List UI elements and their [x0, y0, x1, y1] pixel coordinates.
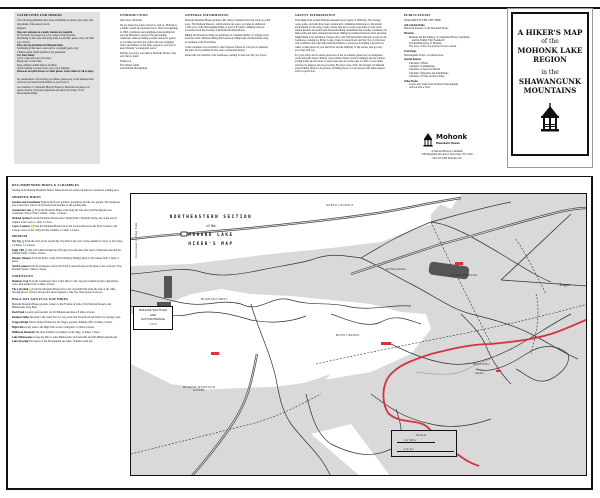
logo-name: Mohonk: [436, 133, 468, 141]
section-heading: SHORTER HIKES: [12, 194, 41, 199]
shuttle-legend-box: [133, 306, 173, 330]
hike-entry: [12, 340, 124, 343]
hike-entry: [12, 265, 124, 272]
hike-entry: [12, 240, 124, 247]
general-info-paragraph: Biking and horseback riding are permitted on a limited number of carriage roads and none trails. Detailed biking and horseback riding maps and information may be obtained at the Front Desk.: [185, 34, 269, 44]
guideline-item: No alcoholic beverages are to be carried on the grounds.: [17, 34, 76, 38]
guideline-item: Swimming in the lake is reserved for overnight guests only.: [17, 47, 79, 51]
guidelines-panel: [14, 12, 100, 164]
hike-name: Trapps Bridge: [12, 320, 29, 324]
hike-entry: [12, 326, 124, 329]
safety-info-paragraph: For your safety and to ensure protection of the woodlands, please stay on designated roads and paths. Keep children close at hand. Please watch for hunters and use caution at high points and be aware of steep areas that are on the edge of cliffs or rock debris and may be slippery and loose footing. Be sure to note cliffs. We strongly recommend proper hiking attire for all persons, including shoes or boots that provide ankle support and foot protection.: [295, 53, 385, 74]
cover-line: MOHONK LAKE: [517, 46, 583, 55]
hike-text: This trail winds through the cliff edge above the lake with views of Mohonk Lake and the Wallkill Valley. 2 miles, 2 hours.: [12, 248, 121, 255]
map-label-mountain-rest: MOUNTAIN REST: [201, 298, 228, 301]
hike-name: Gardens and Greenhouse: [12, 200, 41, 204]
hike-text: From the Mountain House follow the Lookout Road past the Rock Garden to the lookout, views of the valley and the Catskills. 1/2 mile, 1/2 hour.: [12, 225, 118, 232]
publication-group: [404, 32, 490, 48]
hike-entry: [12, 225, 124, 232]
cover-line: MOUNTAINS: [523, 86, 577, 95]
guidelines-footer: In consideration of protecting good hikes, please stay on the marked trails and leave the natural environment as you found it.: [17, 77, 94, 84]
hike-entry: [12, 249, 124, 256]
publication-group: [404, 24, 490, 31]
hike-entry: [12, 331, 124, 334]
guideline-item: Dogs are welcome on a leash; leashes are required.: [17, 30, 73, 34]
publication-group: [404, 58, 490, 78]
publication-item: A Book with a View: [409, 86, 431, 90]
legend-line: AUTO ENTRANCE: [141, 317, 165, 321]
scale-title: SCALE: [416, 434, 427, 437]
guideline-item: For Your Safety:: [17, 53, 36, 57]
hike-text: A scenic pond reached via Old Minnewaska Road. 8 miles, 4 hours.: [24, 311, 96, 315]
map-title-line: MOHONK LAKE: [188, 232, 234, 237]
hike-text: The largest of the Shawangunk sky lakes, 16 miles round trip.: [28, 340, 94, 344]
hike-entry: [12, 201, 124, 208]
guideline-item: Fires are not permitted on Mohonk lands.: [17, 43, 64, 47]
hike-text: Mohonk Mountain House grounds connect to the 85 miles of trails of the Mohonk Preserve and Minnewaska State Park.: [12, 302, 112, 310]
guideline-item: Climbers must obtain permits at the gatehouse.: [17, 50, 66, 54]
guidelines-list: [17, 27, 97, 73]
introduction-welcome: Welcome to Mohonk.: [120, 19, 143, 23]
hike-name: North Lookout: [12, 264, 29, 268]
publications-address: [404, 150, 490, 160]
scale-bar-km: [397, 451, 454, 452]
hikes-title: RECOMMENDED HIKES & SCRAMBLES: [12, 183, 80, 187]
map-label-gatehouse: GATEHOUSE: [386, 268, 406, 271]
publication-item: Checklist of Ferns and Fern Allies: [409, 74, 445, 78]
publication-item: and the Family That Founded It: [412, 38, 445, 42]
map-title: [146, 212, 276, 248]
hike-name: Eagle Cliff: [12, 248, 24, 252]
hike-text: From the Gatehouse follow the North Lookout Road past the pines to the overlook of the Rondout Valley. 3 miles, 2 hours.: [12, 264, 122, 272]
introduction-body: We are pleased you have chosen to visit us. Mohonk is a family owned and operated resort. Since its beginning in 1869, continuous and enlightened stewardship has allowed Mohonk to preserve the surrounding wilderness while providing a restful retreat for guests, as you hike our trails and walk in the ever-changing views and stillness of the lands, please do your part to keep Mohonk "an unspoiled resort.": [120, 24, 178, 51]
introduction-column: [120, 14, 178, 70]
hike-name: Mohonk Spring: [12, 217, 30, 221]
guideline-item: Avoid walking on steep rocks; wet rock is slippery.: [17, 67, 71, 71]
guideline-item: Register.: [17, 27, 27, 31]
hike-text: Follow Undercliff Road to the Trapps, popular climbing cliffs. 10 miles, 5 hours.: [28, 320, 113, 324]
hike-entry: [12, 336, 124, 339]
hike-name: Lake Awosting: [12, 340, 29, 344]
safety-info-title: SAFETY INFORMATION: [295, 13, 336, 17]
general-info-title: GENERAL INFORMATION: [185, 13, 229, 17]
introduction-signoff: and Mohonk Management: [120, 66, 148, 70]
publication-item: Leaves and Trails from Northern Shawangunks: [409, 82, 459, 86]
guideline-item: Picnicking on the rocks and along trails is welcome; please carry out what you carry in.: [17, 37, 94, 44]
guidelines-footer: As a member of a National Historic Preserve, Mohonk welcomes you; please observe all posted regulations and enjoy the beauty of the Shawangunk Ridge.: [17, 85, 90, 96]
introduction-signoff: The Smiley family: [120, 63, 140, 67]
hike-name: The Labyrinth: [12, 287, 29, 291]
hike-text: From the Picnic Lodge follow Humpty Dumpty Road to the boulder field. 2 miles, 2 hours.: [12, 256, 120, 264]
map-label-hotel: MOHONK MOUNTAIN HOUSE: [182, 386, 216, 392]
hike-entry: [12, 321, 124, 324]
hike-name: Lake Minnewaska: [12, 335, 33, 339]
hike-name: High Falls: [12, 325, 24, 329]
publication-item: Checklist of Birds: [409, 61, 428, 65]
publication-group-heading: Self-Guided Walks: [404, 24, 425, 28]
hike-text: A long walk to the High Falls on the Coxing Kill. 12 miles, 6 hours.: [23, 325, 95, 329]
scale-km-label: 1/2 km: [404, 448, 415, 451]
publication-group: [404, 80, 490, 90]
publication-item: Historical Features of the Mountain House: [404, 27, 449, 31]
general-info-column: [185, 14, 271, 59]
logo-sub: Mountain House: [436, 142, 460, 145]
hike-text: From the Mountain House walk along the lake shore and through the rock formations. Views of the Catskills. 1 mile, 1-2 hours.: [12, 209, 112, 216]
map-label-mossy-brook: MOSSY BROOK: [336, 334, 360, 337]
publication-group-heading: Histories: [404, 32, 414, 36]
map-label-guest-parking: GUEST PARKING: [451, 274, 478, 277]
hike-text: From the Mountain House follow the Labyrinth Path along the base of the cliffs, through narrow crevices and up the Lemon Squeeze to Sky Top. Wear proper footwear.: [12, 287, 116, 295]
guideline-item: Keep children within sight at all times.: [17, 63, 58, 67]
publication-group: [404, 50, 490, 57]
gazebo-icon: [539, 103, 561, 133]
guidelines-title: GUIDELINES FOR HIKERS: [17, 13, 62, 17]
cover-line: SHAWANGUNK: [518, 77, 582, 86]
publication-item: Checklist of Reptiles and Amphibians: [409, 71, 449, 75]
hikes-intro: Starting from Mohonk Mountain House. Times shown are round trip times at a moderate walking pace.: [12, 189, 120, 193]
introduction-signoff: Thank you,: [120, 60, 132, 64]
publication-item: Checklist of Amphibians: [409, 64, 435, 68]
cover-line: A HIKER'S MAP: [517, 28, 583, 37]
guideline-item: Please do not pick flowers or other plants. Leave them for all to enjoy.: [17, 70, 95, 74]
cover-line: REGION: [533, 55, 567, 64]
map-label-crag: CRAG: [475, 372, 485, 375]
publication-item: Shawangunks Trails, a Compass Rose: [404, 53, 444, 57]
hike-text: Descend to the valley floor by way of the Old Stone Road and return via carriage roads.: [29, 315, 121, 319]
hike-name: Bonticou Crag: [12, 279, 29, 283]
map-scale: [391, 430, 457, 457]
mohonk-logo: [418, 133, 488, 147]
guideline-item: Please stay on the trails.: [17, 60, 42, 64]
hike-text: Explore the flower gardens, greenhouse and the rose garden. The Gatehouse area is near the Council, and viewing from benches on the garden paths.: [12, 200, 120, 208]
safety-info-paragraph: The hiking trails around Mohonk represent every degree of difficulty. The carriage roads, paths, and trails have been constructed to minimize disturbance to the natural environment. In choosing a route, please take into account your skills as well as the natural hazards associated with mountain hiking. Remember that weather conditions can make paths and trails extremely hazardous. Hiking is permitted between dawn and dusk. Night hiking is not permitted. Please refer to the Trail Information Boards, located at the Gatehouse, parking lot, Picnic Lodge, Upper Lookout Road, and Sky Top, for the most trail conditions and other important information to assist you in making a decision on where to hike based on your skill level and the difficulty of the terrain. Always carry your map with you.: [295, 19, 387, 52]
section-heading: HALF DAY AND FULL DAY HIKES: [12, 296, 69, 301]
general-info-paragraph: Mohonk Mountain House grounds offer miles of marked trails and roads on 2,200 acres. The Mohonk Preserve, which adjoins the resort, provides an additional 7,500 acres of the Shawangunk Ridge. A total of 85 miles of hiking trails are accessible from the doorstep of Mohonk Mountain House.: [185, 19, 271, 33]
hike-name: Cope's Lookout: [12, 225, 30, 229]
map-label-trapps: Trapps: [559, 282, 570, 287]
hike-entry: [12, 288, 124, 295]
hike-entry: [12, 311, 124, 314]
map-label-bonticou: BONTICOU: [473, 363, 490, 366]
scale-mile-label: 1/2 Mile: [404, 439, 417, 442]
legend-line: MOHONK SHUTTLES: [139, 308, 167, 312]
safety-info-column: [295, 14, 387, 75]
introduction-title: INTRODUCTION: [120, 13, 148, 17]
map-label-north-lookout: NORTH LOOKOUT: [326, 204, 354, 207]
legend-line: AND: [150, 313, 156, 317]
map-title-line: of the: [206, 223, 216, 228]
hike-text: The most dramatic escarpment on the ridge. 14 miles, 7 hours.: [35, 330, 101, 334]
hike-entry: [12, 280, 124, 287]
hike-text: From the Gatehouse follow Cedar Drive to the crag and scramble up the conglomerate rocks. Red marked trail. 5 miles, 3 hours.: [12, 279, 119, 287]
map-title-line: NORTHEASTERN SECTION: [169, 214, 253, 219]
hike-entry: [12, 316, 124, 319]
hike-entry: [12, 209, 124, 216]
hike-text: From the front porch, ascend Sky Top Path to the tower on the summit for views of five states. 1.4 miles, 1-1/2 hours.: [12, 240, 123, 247]
hike-name: Millbrook Mountain: [12, 330, 35, 334]
hike-name: Rock Pond: [12, 311, 25, 315]
guidelines-intro: The following guidelines have been established to ensure your safety and enjoyment of the natural world.: [17, 19, 94, 26]
cover-line: of the: [541, 38, 559, 45]
hike-entry: [12, 257, 124, 264]
introduction-closing: Perhaps you enjoy your time at Mohonk. Please come and visit us again.: [120, 52, 176, 59]
publications-subtitle: AVAILABLE IN THE GIFT SHOP: [404, 19, 441, 23]
legend-marker: GATE: [149, 323, 157, 326]
hike-name: Rondout Valley: [12, 315, 30, 319]
hike-entry: [12, 303, 124, 310]
map-title-line: HIKER'S MAP: [188, 241, 234, 246]
hike-name: Humpty Dumpty: [12, 256, 31, 260]
publications-title: PUBLICATIONS: [404, 13, 431, 17]
general-info-paragraph: Trash containers are provided for litter disposal. Please do your part to maintain the trails and woodlands in their state of unspoiled beauty.: [185, 45, 268, 52]
address-line: 845-255-1000 mohonk.com: [432, 156, 462, 160]
map-label-side: Continued on Map Side: [135, 222, 138, 258]
hike-name: Around the Lake: [12, 209, 31, 213]
cover-line: in the: [541, 69, 559, 76]
hike-text: From the Mountain House follow Spring Path to Mohonk Spring, site of the resort's original water source. 1 mile, 1/2 hour.: [12, 217, 118, 224]
cover-panel: [511, 12, 589, 156]
section-heading: STRENUOUS: [12, 273, 34, 278]
publications-column: [404, 14, 490, 90]
address-line: A National Historic Landmark: [431, 150, 463, 153]
publication-item: The Reminiscences of Mohonk: [409, 42, 442, 46]
gazebo-icon: [422, 133, 434, 147]
scale-bar-mile: [397, 442, 435, 443]
publication-item: Mohonk and the Smileys: A Centennial History Landmark: [409, 35, 470, 39]
publication-group-heading: Special Interest: [404, 58, 422, 62]
publication-item: The Story of Sky Top and the Tower Lookout: [409, 45, 457, 49]
hikes-column: [12, 184, 124, 345]
publication-group-heading: Other Books: [404, 79, 419, 83]
general-info-paragraph: Restrooms are available at the Gatehouse, parking lot and near Sky Top Tower.: [185, 53, 267, 57]
publication-group-heading: Trail Maps: [404, 50, 417, 54]
hike-name: Sky Top: [12, 240, 22, 244]
guideline-item: Carry a map and your cell phone.: [17, 57, 52, 61]
hike-text: A long day hike to Lake Minnewaska via Undercliff and Old Minnewaska Roads.: [32, 335, 118, 339]
section-heading: MEDIUM: [12, 234, 28, 239]
address-line: 1000 Mountain Rest Road, New Paltz, NY 12561: [421, 153, 473, 157]
hike-entry: [12, 217, 124, 224]
publication-item: Checklist of Trees and Shrubs: [409, 68, 441, 72]
